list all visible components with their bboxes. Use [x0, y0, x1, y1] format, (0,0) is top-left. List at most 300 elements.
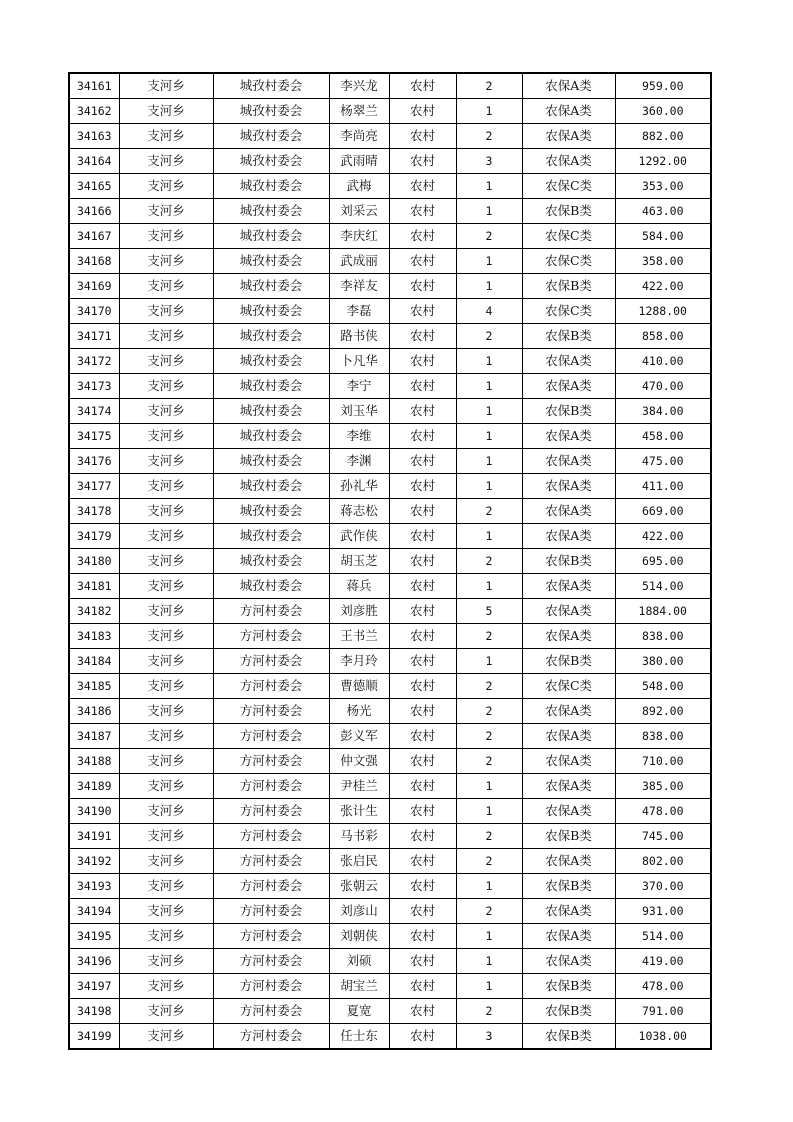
record-id-cell: 34186 — [69, 699, 119, 724]
area-type-cell: 农村 — [389, 699, 456, 724]
record-id-cell: 34170 — [69, 299, 119, 324]
record-id-cell: 34164 — [69, 149, 119, 174]
name-cell: 张朝云 — [329, 874, 389, 899]
village-committee-cell: 城孜村委会 — [213, 474, 329, 499]
household-size-cell: 2 — [456, 324, 522, 349]
insurance-category-cell: 农保C类 — [522, 299, 615, 324]
record-id-cell: 34173 — [69, 374, 119, 399]
name-cell: 张计生 — [329, 799, 389, 824]
record-id-cell: 34171 — [69, 324, 119, 349]
name-cell: 武作侠 — [329, 524, 389, 549]
household-size-cell: 2 — [456, 624, 522, 649]
household-size-cell: 2 — [456, 849, 522, 874]
name-cell: 刘玉华 — [329, 399, 389, 424]
household-size-cell: 2 — [456, 224, 522, 249]
record-id-cell: 34196 — [69, 949, 119, 974]
table-row — [69, 199, 711, 224]
amount-cell: 802.00 — [615, 849, 711, 874]
insurance-category-cell: 农保A类 — [522, 924, 615, 949]
table-row — [69, 99, 711, 124]
village-committee-cell: 城孜村委会 — [213, 374, 329, 399]
village-committee-cell: 城孜村委会 — [213, 249, 329, 274]
record-id-cell: 34166 — [69, 199, 119, 224]
township-cell: 支河乡 — [119, 749, 213, 774]
insurance-category-cell: 农保A类 — [522, 599, 615, 624]
area-type-cell: 农村 — [389, 674, 456, 699]
table-row — [69, 449, 711, 474]
table-row — [69, 924, 711, 949]
amount-cell: 1038.00 — [615, 1024, 711, 1050]
name-cell: 蒋志松 — [329, 499, 389, 524]
table-row — [69, 899, 711, 924]
record-id-cell: 34199 — [69, 1024, 119, 1050]
insurance-category-cell: 农保A类 — [522, 449, 615, 474]
village-committee-cell: 方河村委会 — [213, 599, 329, 624]
township-cell: 支河乡 — [119, 374, 213, 399]
area-type-cell: 农村 — [389, 374, 456, 399]
household-size-cell: 2 — [456, 999, 522, 1024]
insurance-category-cell: 农保A类 — [522, 374, 615, 399]
village-committee-cell: 方河村委会 — [213, 699, 329, 724]
township-cell: 支河乡 — [119, 1024, 213, 1050]
amount-cell: 411.00 — [615, 474, 711, 499]
household-size-cell: 1 — [456, 374, 522, 399]
amount-cell: 892.00 — [615, 699, 711, 724]
village-committee-cell: 城孜村委会 — [213, 224, 329, 249]
record-id-cell: 34168 — [69, 249, 119, 274]
township-cell: 支河乡 — [119, 624, 213, 649]
table-row — [69, 874, 711, 899]
table-row — [69, 299, 711, 324]
name-cell: 曹德顺 — [329, 674, 389, 699]
village-committee-cell: 方河村委会 — [213, 874, 329, 899]
area-type-cell: 农村 — [389, 399, 456, 424]
area-type-cell: 农村 — [389, 299, 456, 324]
insurance-category-cell: 农保A类 — [522, 124, 615, 149]
table-row — [69, 424, 711, 449]
name-cell: 胡玉芝 — [329, 549, 389, 574]
village-committee-cell: 方河村委会 — [213, 799, 329, 824]
amount-cell: 745.00 — [615, 824, 711, 849]
village-committee-cell: 方河村委会 — [213, 649, 329, 674]
township-cell: 支河乡 — [119, 999, 213, 1024]
village-committee-cell: 城孜村委会 — [213, 299, 329, 324]
household-size-cell: 1 — [456, 399, 522, 424]
name-cell: 李磊 — [329, 299, 389, 324]
village-committee-cell: 城孜村委会 — [213, 199, 329, 224]
area-type-cell: 农村 — [389, 824, 456, 849]
name-cell: 孙礼华 — [329, 474, 389, 499]
name-cell: 李维 — [329, 424, 389, 449]
amount-cell: 360.00 — [615, 99, 711, 124]
amount-cell: 475.00 — [615, 449, 711, 474]
household-size-cell: 1 — [456, 974, 522, 999]
township-cell: 支河乡 — [119, 649, 213, 674]
township-cell: 支河乡 — [119, 274, 213, 299]
record-id-cell: 34185 — [69, 674, 119, 699]
insurance-category-cell: 农保B类 — [522, 549, 615, 574]
insurance-category-cell: 农保A类 — [522, 524, 615, 549]
village-committee-cell: 方河村委会 — [213, 849, 329, 874]
household-size-cell: 1 — [456, 949, 522, 974]
insurance-category-cell: 农保B类 — [522, 874, 615, 899]
area-type-cell: 农村 — [389, 949, 456, 974]
record-id-cell: 34194 — [69, 899, 119, 924]
area-type-cell: 农村 — [389, 99, 456, 124]
township-cell: 支河乡 — [119, 299, 213, 324]
area-type-cell: 农村 — [389, 73, 456, 99]
table-row — [69, 324, 711, 349]
household-size-cell: 2 — [456, 674, 522, 699]
township-cell: 支河乡 — [119, 73, 213, 99]
village-committee-cell: 方河村委会 — [213, 999, 329, 1024]
township-cell: 支河乡 — [119, 99, 213, 124]
record-id-cell: 34172 — [69, 349, 119, 374]
village-committee-cell: 方河村委会 — [213, 624, 329, 649]
table-row — [69, 724, 711, 749]
insurance-category-cell: 农保A类 — [522, 849, 615, 874]
township-cell: 支河乡 — [119, 924, 213, 949]
table-row — [69, 699, 711, 724]
table-row — [69, 524, 711, 549]
area-type-cell: 农村 — [389, 124, 456, 149]
record-id-cell: 34163 — [69, 124, 119, 149]
household-size-cell: 2 — [456, 73, 522, 99]
amount-cell: 584.00 — [615, 224, 711, 249]
record-id-cell: 34178 — [69, 499, 119, 524]
record-id-cell: 34162 — [69, 99, 119, 124]
amount-cell: 358.00 — [615, 249, 711, 274]
table-row — [69, 749, 711, 774]
table-row — [69, 374, 711, 399]
record-id-cell: 34195 — [69, 924, 119, 949]
area-type-cell: 农村 — [389, 524, 456, 549]
amount-cell: 470.00 — [615, 374, 711, 399]
record-id-cell: 34176 — [69, 449, 119, 474]
township-cell: 支河乡 — [119, 124, 213, 149]
table-row — [69, 674, 711, 699]
name-cell: 武成丽 — [329, 249, 389, 274]
area-type-cell: 农村 — [389, 574, 456, 599]
insurance-category-cell: 农保B类 — [522, 274, 615, 299]
township-cell: 支河乡 — [119, 174, 213, 199]
amount-cell: 385.00 — [615, 774, 711, 799]
name-cell: 杨光 — [329, 699, 389, 724]
table-row — [69, 624, 711, 649]
table-row — [69, 73, 711, 99]
record-id-cell: 34198 — [69, 999, 119, 1024]
table-row — [69, 274, 711, 299]
township-cell: 支河乡 — [119, 949, 213, 974]
name-cell: 胡宝兰 — [329, 974, 389, 999]
township-cell: 支河乡 — [119, 399, 213, 424]
name-cell: 李兴龙 — [329, 73, 389, 99]
village-committee-cell: 方河村委会 — [213, 774, 329, 799]
village-committee-cell: 城孜村委会 — [213, 424, 329, 449]
record-id-cell: 34184 — [69, 649, 119, 674]
township-cell: 支河乡 — [119, 674, 213, 699]
benefit-table-sheet — [68, 72, 710, 1050]
name-cell: 李庆红 — [329, 224, 389, 249]
insurance-category-cell: 农保A类 — [522, 99, 615, 124]
township-cell: 支河乡 — [119, 724, 213, 749]
township-cell: 支河乡 — [119, 974, 213, 999]
name-cell: 刘朝侠 — [329, 924, 389, 949]
insurance-category-cell: 农保A类 — [522, 799, 615, 824]
name-cell: 刘硕 — [329, 949, 389, 974]
amount-cell: 478.00 — [615, 799, 711, 824]
area-type-cell: 农村 — [389, 474, 456, 499]
amount-cell: 410.00 — [615, 349, 711, 374]
table-row — [69, 599, 711, 624]
insurance-category-cell: 农保A类 — [522, 474, 615, 499]
name-cell: 李渊 — [329, 449, 389, 474]
household-size-cell: 2 — [456, 499, 522, 524]
record-id-cell: 34188 — [69, 749, 119, 774]
insurance-category-cell: 农保B类 — [522, 649, 615, 674]
township-cell: 支河乡 — [119, 349, 213, 374]
household-size-cell: 1 — [456, 274, 522, 299]
insurance-category-cell: 农保C类 — [522, 249, 615, 274]
record-id-cell: 34190 — [69, 799, 119, 824]
name-cell: 王书兰 — [329, 624, 389, 649]
table-row — [69, 774, 711, 799]
table-row — [69, 849, 711, 874]
household-size-cell: 2 — [456, 824, 522, 849]
township-cell: 支河乡 — [119, 549, 213, 574]
amount-cell: 514.00 — [615, 574, 711, 599]
household-size-cell: 1 — [456, 649, 522, 674]
amount-cell: 353.00 — [615, 174, 711, 199]
household-size-cell: 1 — [456, 174, 522, 199]
area-type-cell: 农村 — [389, 274, 456, 299]
insurance-category-cell: 农保B类 — [522, 399, 615, 424]
village-committee-cell: 方河村委会 — [213, 949, 329, 974]
household-size-cell: 1 — [456, 774, 522, 799]
village-committee-cell: 城孜村委会 — [213, 99, 329, 124]
amount-cell: 1884.00 — [615, 599, 711, 624]
household-size-cell: 3 — [456, 1024, 522, 1050]
table-row — [69, 974, 711, 999]
insurance-category-cell: 农保C类 — [522, 174, 615, 199]
table-row — [69, 174, 711, 199]
record-id-cell: 34181 — [69, 574, 119, 599]
table-row — [69, 1024, 711, 1050]
insurance-category-cell: 农保A类 — [522, 749, 615, 774]
name-cell: 刘采云 — [329, 199, 389, 224]
amount-cell: 838.00 — [615, 724, 711, 749]
record-id-cell: 34192 — [69, 849, 119, 874]
village-committee-cell: 城孜村委会 — [213, 124, 329, 149]
insurance-category-cell: 农保C类 — [522, 674, 615, 699]
village-committee-cell: 城孜村委会 — [213, 149, 329, 174]
area-type-cell: 农村 — [389, 449, 456, 474]
area-type-cell: 农村 — [389, 324, 456, 349]
insurance-category-cell: 农保C类 — [522, 224, 615, 249]
township-cell: 支河乡 — [119, 849, 213, 874]
table-row — [69, 799, 711, 824]
record-id-cell: 34183 — [69, 624, 119, 649]
table-row — [69, 349, 711, 374]
village-committee-cell: 方河村委会 — [213, 974, 329, 999]
village-committee-cell: 城孜村委会 — [213, 524, 329, 549]
name-cell: 李月玲 — [329, 649, 389, 674]
township-cell: 支河乡 — [119, 524, 213, 549]
amount-cell: 370.00 — [615, 874, 711, 899]
household-size-cell: 1 — [456, 924, 522, 949]
household-size-cell: 1 — [456, 474, 522, 499]
name-cell: 张启民 — [329, 849, 389, 874]
name-cell: 刘彦胜 — [329, 599, 389, 624]
insurance-category-cell: 农保A类 — [522, 574, 615, 599]
township-cell: 支河乡 — [119, 799, 213, 824]
household-size-cell: 1 — [456, 799, 522, 824]
name-cell: 仲文强 — [329, 749, 389, 774]
insurance-category-cell: 农保B类 — [522, 1024, 615, 1050]
household-size-cell: 1 — [456, 249, 522, 274]
table-row — [69, 399, 711, 424]
table-row — [69, 949, 711, 974]
table-row — [69, 249, 711, 274]
name-cell: 马书彩 — [329, 824, 389, 849]
household-size-cell: 5 — [456, 599, 522, 624]
household-size-cell: 1 — [456, 574, 522, 599]
area-type-cell: 农村 — [389, 874, 456, 899]
area-type-cell: 农村 — [389, 149, 456, 174]
table-row — [69, 224, 711, 249]
area-type-cell: 农村 — [389, 849, 456, 874]
amount-cell: 931.00 — [615, 899, 711, 924]
name-cell: 李宁 — [329, 374, 389, 399]
area-type-cell: 农村 — [389, 749, 456, 774]
amount-cell: 380.00 — [615, 649, 711, 674]
amount-cell: 1288.00 — [615, 299, 711, 324]
village-committee-cell: 城孜村委会 — [213, 73, 329, 99]
household-size-cell: 4 — [456, 299, 522, 324]
insurance-category-cell: 农保B类 — [522, 974, 615, 999]
village-committee-cell: 方河村委会 — [213, 1024, 329, 1050]
amount-cell: 384.00 — [615, 399, 711, 424]
record-id-cell: 34180 — [69, 549, 119, 574]
insurance-category-cell: 农保A类 — [522, 149, 615, 174]
village-committee-cell: 城孜村委会 — [213, 574, 329, 599]
area-type-cell: 农村 — [389, 349, 456, 374]
record-id-cell: 34191 — [69, 824, 119, 849]
amount-cell: 514.00 — [615, 924, 711, 949]
area-type-cell: 农村 — [389, 924, 456, 949]
table-row — [69, 549, 711, 574]
village-committee-cell: 方河村委会 — [213, 824, 329, 849]
name-cell: 夏宽 — [329, 999, 389, 1024]
village-committee-cell: 方河村委会 — [213, 899, 329, 924]
area-type-cell: 农村 — [389, 499, 456, 524]
insurance-category-cell: 农保A类 — [522, 724, 615, 749]
amount-cell: 959.00 — [615, 73, 711, 99]
township-cell: 支河乡 — [119, 149, 213, 174]
village-committee-cell: 城孜村委会 — [213, 349, 329, 374]
record-id-cell: 34167 — [69, 224, 119, 249]
table-row — [69, 824, 711, 849]
village-committee-cell: 方河村委会 — [213, 749, 329, 774]
record-id-cell: 34182 — [69, 599, 119, 624]
table-row — [69, 474, 711, 499]
area-type-cell: 农村 — [389, 424, 456, 449]
household-size-cell: 2 — [456, 549, 522, 574]
insurance-category-cell: 农保A类 — [522, 73, 615, 99]
household-size-cell: 2 — [456, 724, 522, 749]
area-type-cell: 农村 — [389, 649, 456, 674]
insurance-category-cell: 农保B类 — [522, 999, 615, 1024]
village-committee-cell: 城孜村委会 — [213, 499, 329, 524]
amount-cell: 478.00 — [615, 974, 711, 999]
benefit-table — [68, 72, 712, 1050]
record-id-cell: 34175 — [69, 424, 119, 449]
name-cell: 刘彦山 — [329, 899, 389, 924]
area-type-cell: 农村 — [389, 174, 456, 199]
insurance-category-cell: 农保A类 — [522, 774, 615, 799]
household-size-cell: 1 — [456, 199, 522, 224]
name-cell: 卜凡华 — [329, 349, 389, 374]
record-id-cell: 34187 — [69, 724, 119, 749]
name-cell: 李尚亮 — [329, 124, 389, 149]
township-cell: 支河乡 — [119, 599, 213, 624]
amount-cell: 791.00 — [615, 999, 711, 1024]
household-size-cell: 1 — [456, 449, 522, 474]
household-size-cell: 1 — [456, 874, 522, 899]
township-cell: 支河乡 — [119, 774, 213, 799]
township-cell: 支河乡 — [119, 324, 213, 349]
township-cell: 支河乡 — [119, 899, 213, 924]
area-type-cell: 农村 — [389, 249, 456, 274]
household-size-cell: 2 — [456, 899, 522, 924]
amount-cell: 548.00 — [615, 674, 711, 699]
record-id-cell: 34177 — [69, 474, 119, 499]
name-cell: 武梅 — [329, 174, 389, 199]
insurance-category-cell: 农保A类 — [522, 949, 615, 974]
household-size-cell: 3 — [456, 149, 522, 174]
table-row — [69, 499, 711, 524]
amount-cell: 858.00 — [615, 324, 711, 349]
area-type-cell: 农村 — [389, 599, 456, 624]
record-id-cell: 34174 — [69, 399, 119, 424]
area-type-cell: 农村 — [389, 1024, 456, 1050]
amount-cell: 463.00 — [615, 199, 711, 224]
village-committee-cell: 城孜村委会 — [213, 274, 329, 299]
household-size-cell: 2 — [456, 749, 522, 774]
name-cell: 尹桂兰 — [329, 774, 389, 799]
amount-cell: 1292.00 — [615, 149, 711, 174]
area-type-cell: 农村 — [389, 799, 456, 824]
record-id-cell: 34193 — [69, 874, 119, 899]
name-cell: 彭义军 — [329, 724, 389, 749]
amount-cell: 695.00 — [615, 549, 711, 574]
record-id-cell: 34189 — [69, 774, 119, 799]
record-id-cell: 34161 — [69, 73, 119, 99]
area-type-cell: 农村 — [389, 724, 456, 749]
village-committee-cell: 城孜村委会 — [213, 549, 329, 574]
name-cell: 路书侠 — [329, 324, 389, 349]
insurance-category-cell: 农保B类 — [522, 324, 615, 349]
name-cell: 李祥友 — [329, 274, 389, 299]
table-row — [69, 649, 711, 674]
township-cell: 支河乡 — [119, 574, 213, 599]
township-cell: 支河乡 — [119, 824, 213, 849]
village-committee-cell: 方河村委会 — [213, 724, 329, 749]
insurance-category-cell: 农保A类 — [522, 699, 615, 724]
table-body — [69, 73, 711, 1049]
area-type-cell: 农村 — [389, 624, 456, 649]
area-type-cell: 农村 — [389, 999, 456, 1024]
